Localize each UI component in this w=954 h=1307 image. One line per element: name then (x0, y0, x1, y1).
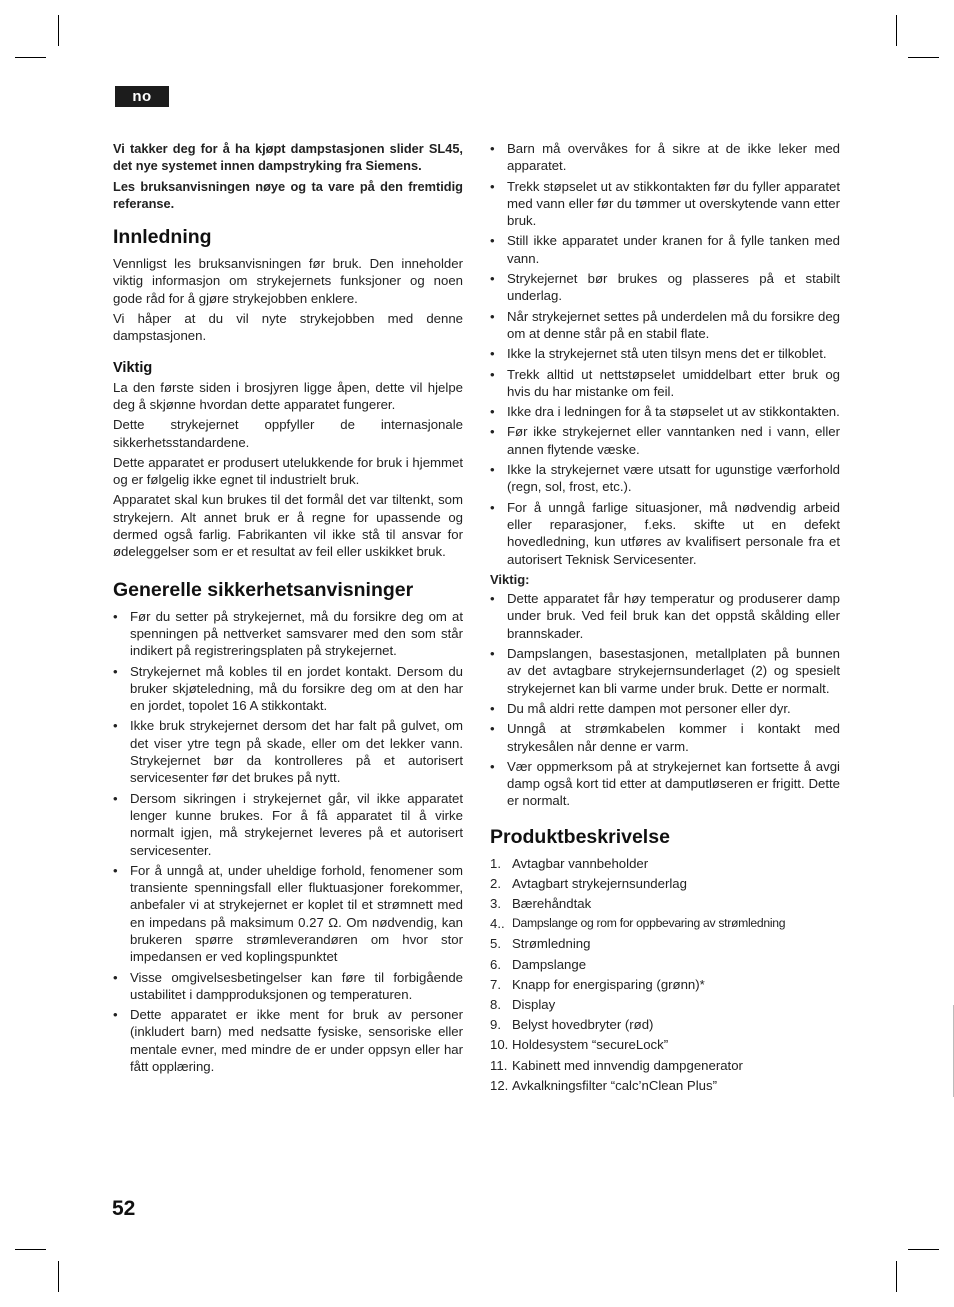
list-item: • Strykejernet bør brukes og plasseres på et stabilt underlag. (490, 270, 840, 305)
intro-paragraph: Vi takker deg for å ha kjøpt dampstasjonen slider SL45, det nye systemet innen dampstryking fra Siemens. (113, 141, 463, 174)
safety-list-continued (490, 140, 840, 568)
list-item: • Visse omgivelsesbetingelser kan føre til forbigående ustabilitet i dampproduksjonen og temperaturen. (113, 969, 463, 1004)
list-item (490, 956, 840, 973)
list-item (490, 855, 840, 872)
item-number: 5. (490, 936, 501, 952)
crop-mark (896, 15, 897, 46)
item-label: Dampslange (512, 956, 587, 972)
list-item: • Trekk alltid ut nettstøpselet umiddelbart etter bruk og hvis du har mistanke om feil. (490, 366, 840, 401)
list-item: • Før du setter på strykejernet, må du forsikre deg om at spenningen på nettverket samsvarer med den som står indikert på registreringsplaten på strykejernet. (113, 608, 463, 660)
item-number: 12. (490, 1077, 509, 1093)
viktig-list (490, 590, 840, 810)
item-label: Belyst hovedbryter (rød) (512, 1017, 654, 1033)
item-number: 3. (490, 896, 501, 912)
item-number: 10. (490, 1037, 509, 1053)
list-item (490, 1077, 840, 1094)
list-item: • Dampslangen, basestasjonen, metallplaten på bunnen av det avtagbare strykejernsunderlaget (2) og spesielt strykejernet kan bli varme under bruk. Dette er normalt. (490, 645, 840, 697)
list-item: • Du må aldri rette dampen mot personer eller dyr. (490, 700, 840, 717)
item-label: Kabinett med innvendig dampgenerator (512, 1057, 743, 1073)
list-item: • For å unngå at, under uheldige forhold, fenomener som transiente spenningsfall eller fluktuasjoner forekommer, anbefaler vi at strykejernet er koplet til et strømnett med en impedans på maksimum 0.27 Ω. Om nødvendig, kan brukeren spørre strømleverandøren om hvor stor impedansen er ved koplingspunktet (113, 862, 463, 966)
item-number: 1. (490, 855, 501, 871)
item-number: 4.. (490, 916, 505, 932)
item-label: Bærehåndtak (512, 896, 592, 912)
list-item: • Unngå at strømkabelen kommer i kontakt med strykesålen når denne er varm. (490, 720, 840, 755)
section-heading-innledning: Innledning (113, 226, 212, 249)
language-badge: no (115, 86, 169, 107)
item-number: 6. (490, 956, 501, 972)
item-number: 8. (490, 997, 501, 1012)
left-column (113, 140, 463, 1078)
crop-mark (58, 1261, 59, 1292)
product-parts-list (490, 855, 840, 1094)
item-label: Knapp for energisparing (grønn)* (512, 976, 705, 992)
list-item: • Vær oppmerksom på at strykejernet kan fortsette å avgi damp også kort tid etter at damputløseren er frigitt. Dette er normalt. (490, 758, 840, 810)
list-item: • Dette apparatet får høy temperatur og produserer damp under bruk. Ved feil bruk kan det oppstå skålding eller brannskader. (490, 590, 840, 642)
crop-mark (908, 57, 939, 58)
list-item (490, 1036, 840, 1053)
item-label: Holdesystem “secureLock” (512, 1037, 669, 1053)
list-item: • Trekk støpselet ut av stikkontakten før du fyller apparatet med vann eller før du tømmer ut overskytende vann etter bruk. (490, 178, 840, 230)
page-number: 52 (112, 1197, 136, 1220)
list-item: • Dersom sikringen i strykejernet går, vil ikke apparatet lenger kunne brukes. For å få apparatet til å virke normalt igjen, må strykejernet leveres på et autorisert servicesenter. (113, 790, 463, 859)
list-item (490, 976, 840, 993)
paragraph: Apparatet skal kun brukes til det formål det var tiltenkt, som strykejern. Alt annet bruk er å regne for upassende og dermed også farlig. Fabrikanten vil ikke stå til ansvar for ødeleggelser som er et resultat av feil eller uskikket bruk. (113, 492, 463, 560)
list-item (490, 935, 840, 952)
item-number: 9. (490, 1017, 501, 1033)
list-item (490, 1057, 840, 1074)
crop-mark (896, 1261, 897, 1292)
list-item: • Strykejernet må kobles til en jordet kontakt. Dersom du bruker skjøteledning, må du forsikre deg om at den har en jordet, topolet 16 A stikkontakt. (113, 663, 463, 715)
list-item: • Ikke bruk strykejernet dersom det har falt på gulvet, om det viser ytre tegn på skade, eller om det lekker vann. Strykejernet bør da kontrolleres på et autorisert servicesenter før det brukes på nytt. (113, 717, 463, 786)
item-label: Display (512, 997, 556, 1012)
list-item (490, 895, 840, 912)
paragraph: Dette apparatet er produsert utelukkende for bruk i hjemmet og er følgelig ikke egnet til industrielt bruk. (113, 454, 463, 488)
item-number: 11. (490, 1057, 508, 1073)
safety-list (113, 608, 463, 1076)
item-label: Strømledning (512, 936, 591, 952)
list-item (490, 996, 840, 1013)
list-item: • Før ikke strykejernet eller vanntanken ned i vann, eller annen flytende væske. (490, 423, 840, 458)
item-label: Avtagbart strykejernsunderlag (512, 875, 687, 891)
list-item: • Dette apparatet er ikke ment for bruk av personer (inkludert barn) med nedsatte fysiske, sensoriske eller mentale evner, med mindre de er under oppsyn eller har fått opplæring. (113, 1006, 463, 1075)
item-label: Dampslange og rom for oppbevaring av strømledning (512, 916, 786, 931)
list-item: • Ikke la strykejernet være utsatt for ugunstige værforhold (regn, sol, frost, etc.). (490, 461, 840, 496)
paragraph: Dette strykejernet oppfyller de internasjonale sikkerhetsstandardene. (113, 417, 463, 450)
right-column (490, 140, 840, 1097)
item-label: Avtagbar vannbeholder (512, 855, 649, 871)
item-label: Avkalkningsfilter “calc’nClean Plus” (512, 1077, 717, 1093)
list-item (490, 1016, 840, 1033)
paragraph: La den første siden i brosjyren ligge åpen, dette vil hjelpe deg å skjønne hvordan dette apparatet fungerer. (113, 379, 463, 412)
list-item (490, 915, 840, 932)
crop-mark (15, 1249, 46, 1250)
list-item: • Ikke dra i ledningen for å ta støpselet ut av stikkontakten. (490, 403, 840, 420)
list-item: • Når strykejernet settes på underdelen må du forsikre deg om at denne står på en stabil flate. (490, 308, 840, 343)
paragraph: Vi håper at du vil nyte strykejobben med denne dampstasjonen. (113, 311, 463, 344)
list-item: • Barn må overvåkes for å sikre at de ikke leker med apparatet. (490, 140, 840, 175)
list-item: • Still ikke apparatet under kranen for å fylle tanken med vann. (490, 232, 840, 267)
crop-mark (58, 15, 59, 46)
viktig-label: Viktig: (490, 571, 530, 587)
item-number: 7. (490, 976, 501, 992)
section-heading-sikkerhet: Generelle sikkerhetsanvisninger (113, 578, 414, 601)
item-number: 2. (490, 875, 501, 891)
subheading-viktig: Viktig (113, 359, 153, 376)
list-item (490, 875, 840, 892)
paragraph: Vennligst les bruksanvisningen før bruk. Den inneholder viktig informasjon om strykejernets funksjoner og noen gode råd for å gjøre strykejobben enklere. (113, 256, 463, 306)
list-item: • Ikke la strykejernet stå uten tilsyn mens det er tilkoblet. (490, 345, 840, 362)
section-heading-produktbeskrivelse: Produktbeskrivelse (490, 825, 670, 848)
intro-paragraph: Les bruksanvisningen nøye og ta vare på den fremtidig referanse. (113, 178, 463, 211)
list-item: • For å unngå farlige situasjoner, må nødvendig arbeid eller reparasjoner, f.eks. skifte ut en defekt hovedledning, kun utføres av kvalifisert personale fra et autorisert Teknisk Servicesenter. (490, 499, 840, 568)
crop-mark (15, 57, 46, 58)
crop-mark (908, 1249, 939, 1250)
